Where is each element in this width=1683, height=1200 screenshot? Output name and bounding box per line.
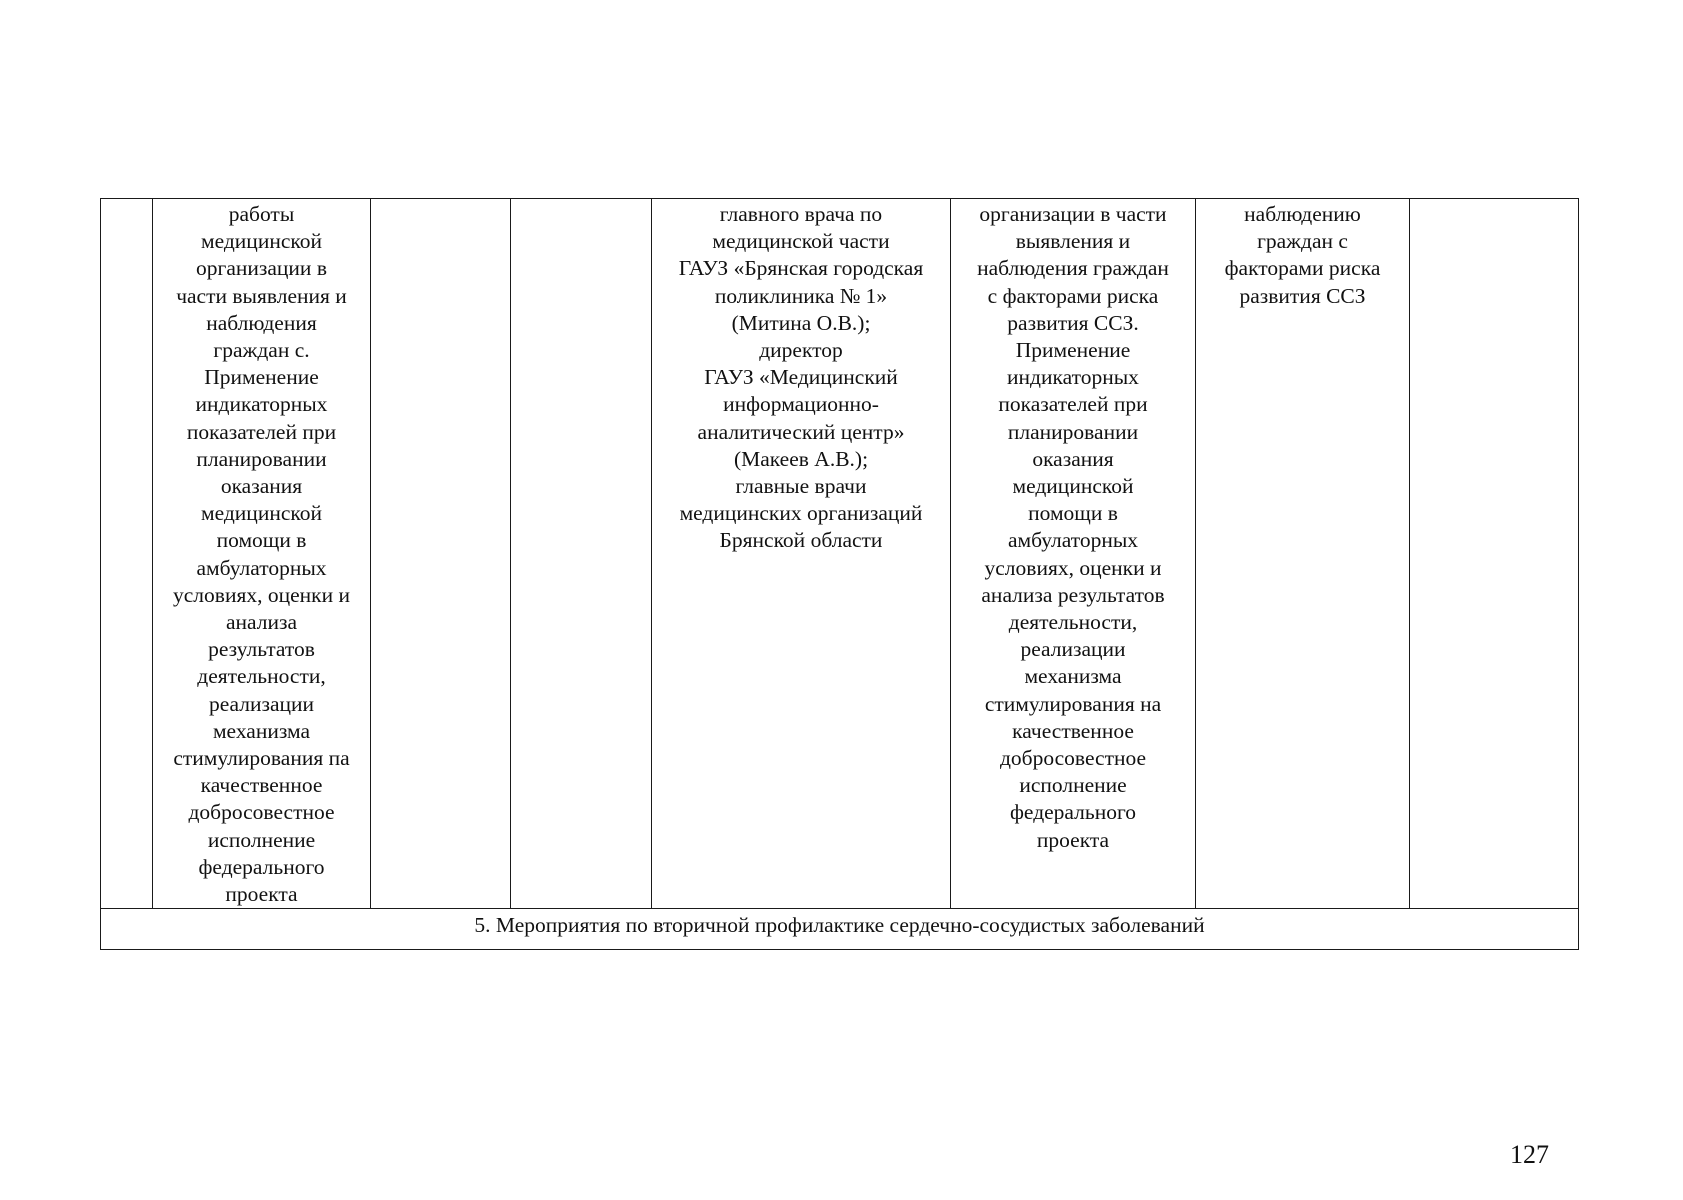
page-number: 127 bbox=[1510, 1140, 1549, 1169]
cell-result-characteristics: организации в части выявления и наблюдения граждан с факторами риска развития ССЗ. Применение индикаторных показателей при планировании оказания медицинской помощи в амбулаторных условиях, оценки и анализа результатов деятельности, реализации механизма стимулирования на качественное добросовестное исполнение федерального проекта bbox=[951, 199, 1196, 909]
section-heading: 5. Мероприятия по вторичной профилактике сердечно-сосудистых заболеваний bbox=[101, 909, 1579, 950]
cell-regularity: наблюдению граждан с факторами риска развития ССЗ bbox=[1196, 199, 1410, 909]
cell-extra bbox=[1410, 199, 1579, 909]
table-row bbox=[101, 909, 1579, 950]
cell-end-date bbox=[511, 199, 652, 909]
document-table bbox=[100, 198, 1579, 950]
table-row bbox=[101, 199, 1579, 909]
cell-responsible: главного врача по медицинской части ГАУЗ «Брянская городская поликлиника № 1» (Митина О.В.); директор ГАУЗ «Медицинский информационно- аналитический центр» (Макеев А.В.); главные врачи медицинских организаций Брянской области bbox=[652, 199, 951, 909]
cell-start-date bbox=[371, 199, 511, 909]
cell-number bbox=[101, 199, 153, 909]
cell-activity-description: работы медицинской организации в части выявления и наблюдения граждан с. Применение индикаторных показателей при планировании оказания медицинской помощи в амбулаторных условиях, оценки и анализа результатов деятельности, реализации механизма стимулирования па качественное добросовестное исполнение федерального проекта bbox=[153, 199, 371, 909]
